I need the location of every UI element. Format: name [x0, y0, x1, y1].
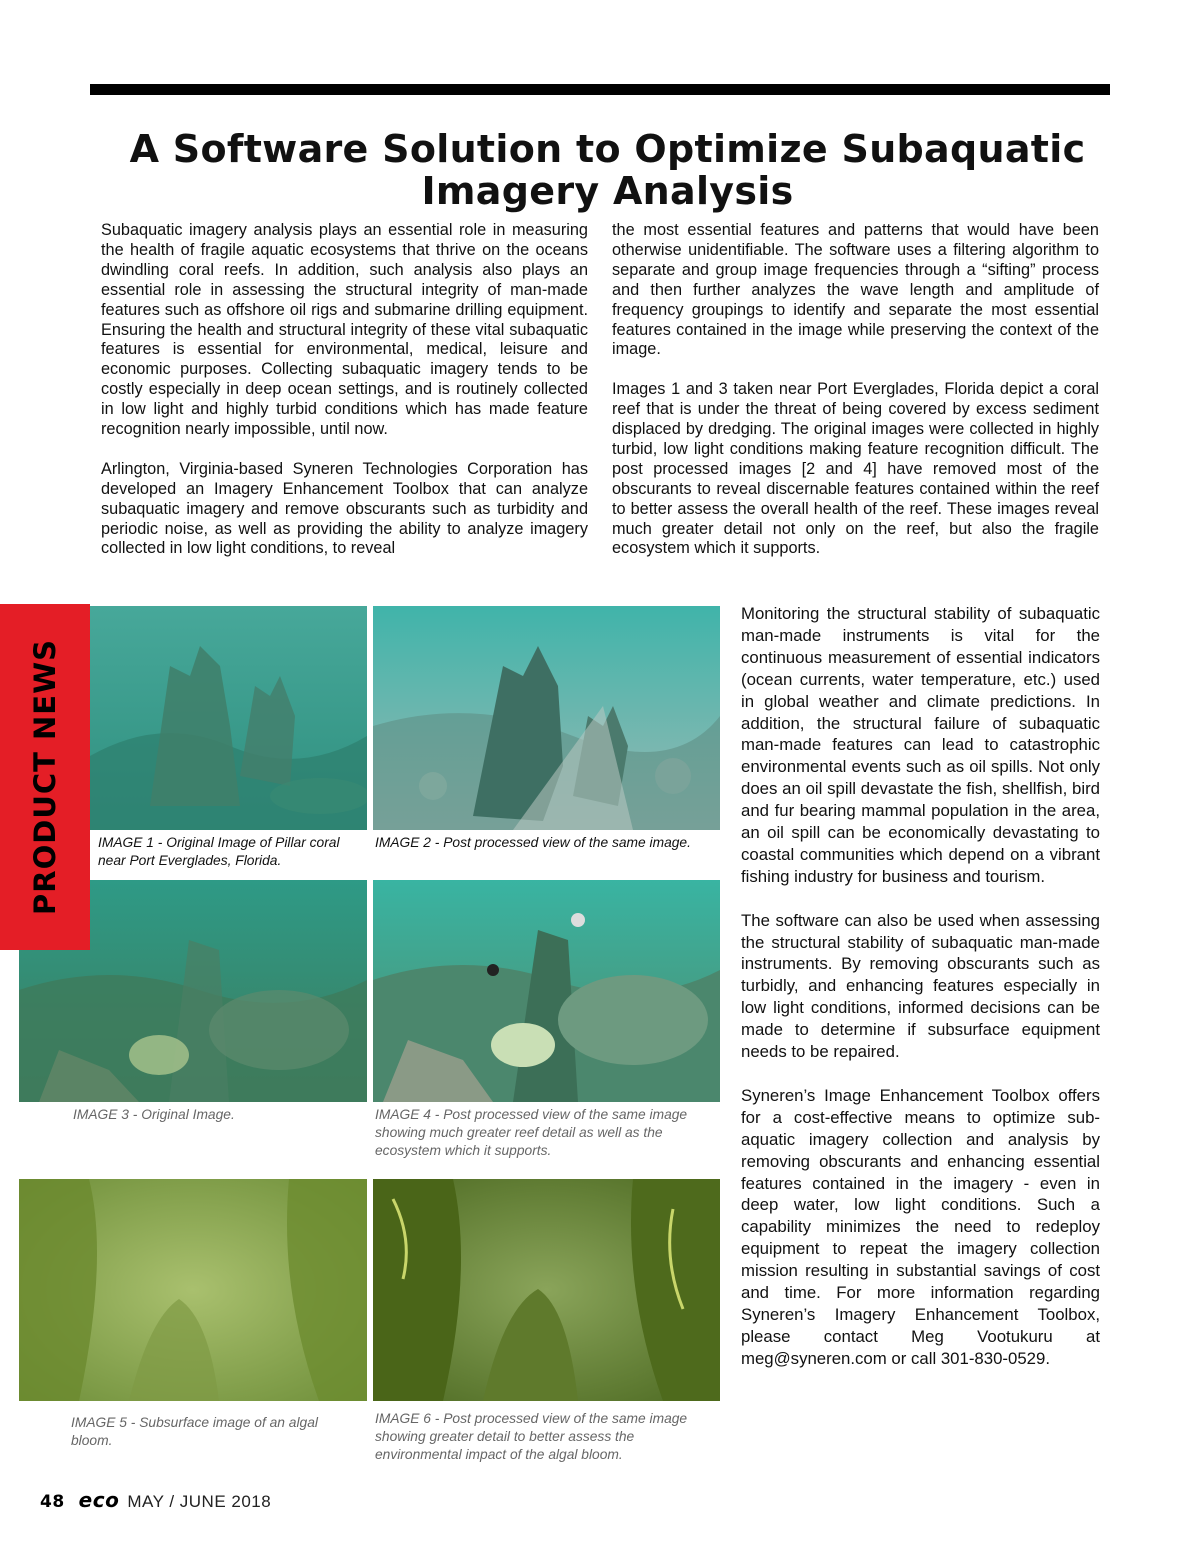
section-tab-label: PRODUCT NEWS	[28, 639, 62, 915]
page-footer	[40, 1488, 271, 1512]
image-1-caption: IMAGE 1 - Original Image of Pillar coral near Port Everglades, Florida.	[98, 835, 340, 868]
image-4-caption: IMAGE 4 - Post processed view of the same image showing much greater reef detail as well as the ecosystem which it supports.	[375, 1107, 688, 1158]
image-5-algal-bloom-original	[19, 1179, 367, 1401]
image-2-caption: IMAGE 2 - Post processed view of the same image.	[375, 835, 691, 850]
article-title: A Software Solution to Optimize Subaquatic Imagery Analysis	[129, 127, 1086, 213]
magazine-name: eco	[78, 1488, 120, 1512]
paragraph: Arlington, Virginia-based Syneren Technologies Corporation has developed an Imagery Enhancement Toolbox that can analyze subaquatic imagery and remove obscurants such as turbidity and periodic noise, as well as providing the ability to analyze imagery collected in low light conditions, to reveal	[101, 459, 588, 558]
article-column-1	[101, 221, 588, 579]
article-column-3	[741, 603, 1100, 1392]
paragraph: Subaquatic imagery analysis plays an essential role in measuring the health of fragile aquatic ecosystems that thrive on the oceans dwindling coral reefs. In addition, such analysis also plays an essential role in assessing the structural integrity of man-made features such as offshore oil rigs and submarine drilling equipment. Ensuring the health and structural integrity of these vital subaquatic features is essential for environmental, medical, leisure and economic purposes. Collecting subaquatic imagery tends to be costly especially in deep ocean settings, and is routinely collected in low light and highly turbid conditions which has made feature recognition nearly impossible, until now.	[101, 221, 588, 439]
image-1-pillar-coral-original	[90, 606, 367, 830]
image-5-caption: IMAGE 5 - Subsurface image of an algal bloom.	[71, 1415, 318, 1448]
section-tab	[0, 604, 90, 950]
article-column-2	[612, 221, 1099, 579]
image-4-reef-processed	[373, 880, 720, 1102]
issue-date: MAY / JUNE 2018	[127, 1492, 272, 1511]
image-6-caption: IMAGE 6 - Post processed view of the same image showing greater detail to better assess the environmental impact of the algal bloom.	[375, 1411, 688, 1462]
paragraph: the most essential features and patterns that would have been otherwise unidentifiable. The software uses a filtering algorithm to separate and group image frequencies through a “sifting” process and then further analyzes the wave length and amplitude of frequency groupings to identify and separate the most essential features contained in the image while preserving the context of the image.	[612, 221, 1099, 359]
page-number: 48	[40, 1492, 65, 1512]
image-6-algal-bloom-processed	[373, 1179, 720, 1401]
image-3-caption: IMAGE 3 - Original Image.	[73, 1107, 235, 1122]
top-rule	[90, 84, 1110, 95]
paragraph: The software can also be used when assessing the structural stability of subaquatic man-made instruments. By removing obscurants such as turbidly, and enhancing features especially in low light conditions, informed decisions can be made to determine if subsurface equipment needs to be repaired.	[741, 910, 1100, 1062]
paragraph: Monitoring the structural stability of subaquatic man-made instruments is vital for the continuous measurement of essential indicators (ocean currents, water temperature, etc.) used in global weather and climate predictions. In addition, the structural failure of subaquatic man-made features can lead to catastrophic environmental events such as oil spills. Not only does an oil spill devastate the fish, shellfish, bird and fur bearing mammal population in the area, an oil spill can be economically devastating to coastal communities which depend on a vibrant fishing industry for business and tourism.	[741, 604, 1100, 886]
paragraph: Syneren’s Image Enhancement Toolbox offers for a cost-effective means to optimize sub-aquatic imagery collection and analysis by removing obscurants and enhancing essential features contained in the imagery - even in deep water, low light conditions. Such a capability minimizes the need to redeploy equipment to repeat the imagery collection mission resulting in substantial savings of cost and time. For more information regarding Syneren’s Imagery Enhancement Toolbox, please contact Meg Vootukuru at meg@syneren.com or call 301-830-0529.	[741, 1085, 1100, 1368]
paragraph: Images 1 and 3 taken near Port Everglades, Florida depict a coral reef that is under the threat of being covered by excess sediment displaced by dredging. The original images were collected in highly turbid, low light conditions making feature recognition difficult. The post processed images [2 and 4] have removed most of the obscurants to reveal discernable features contained within the reef to better assess the overall health of the reef. These images reveal much greater detail not only on the reef, but also the fragile ecosystem which it supports.	[612, 380, 1099, 558]
image-2-pillar-coral-processed	[373, 606, 720, 830]
